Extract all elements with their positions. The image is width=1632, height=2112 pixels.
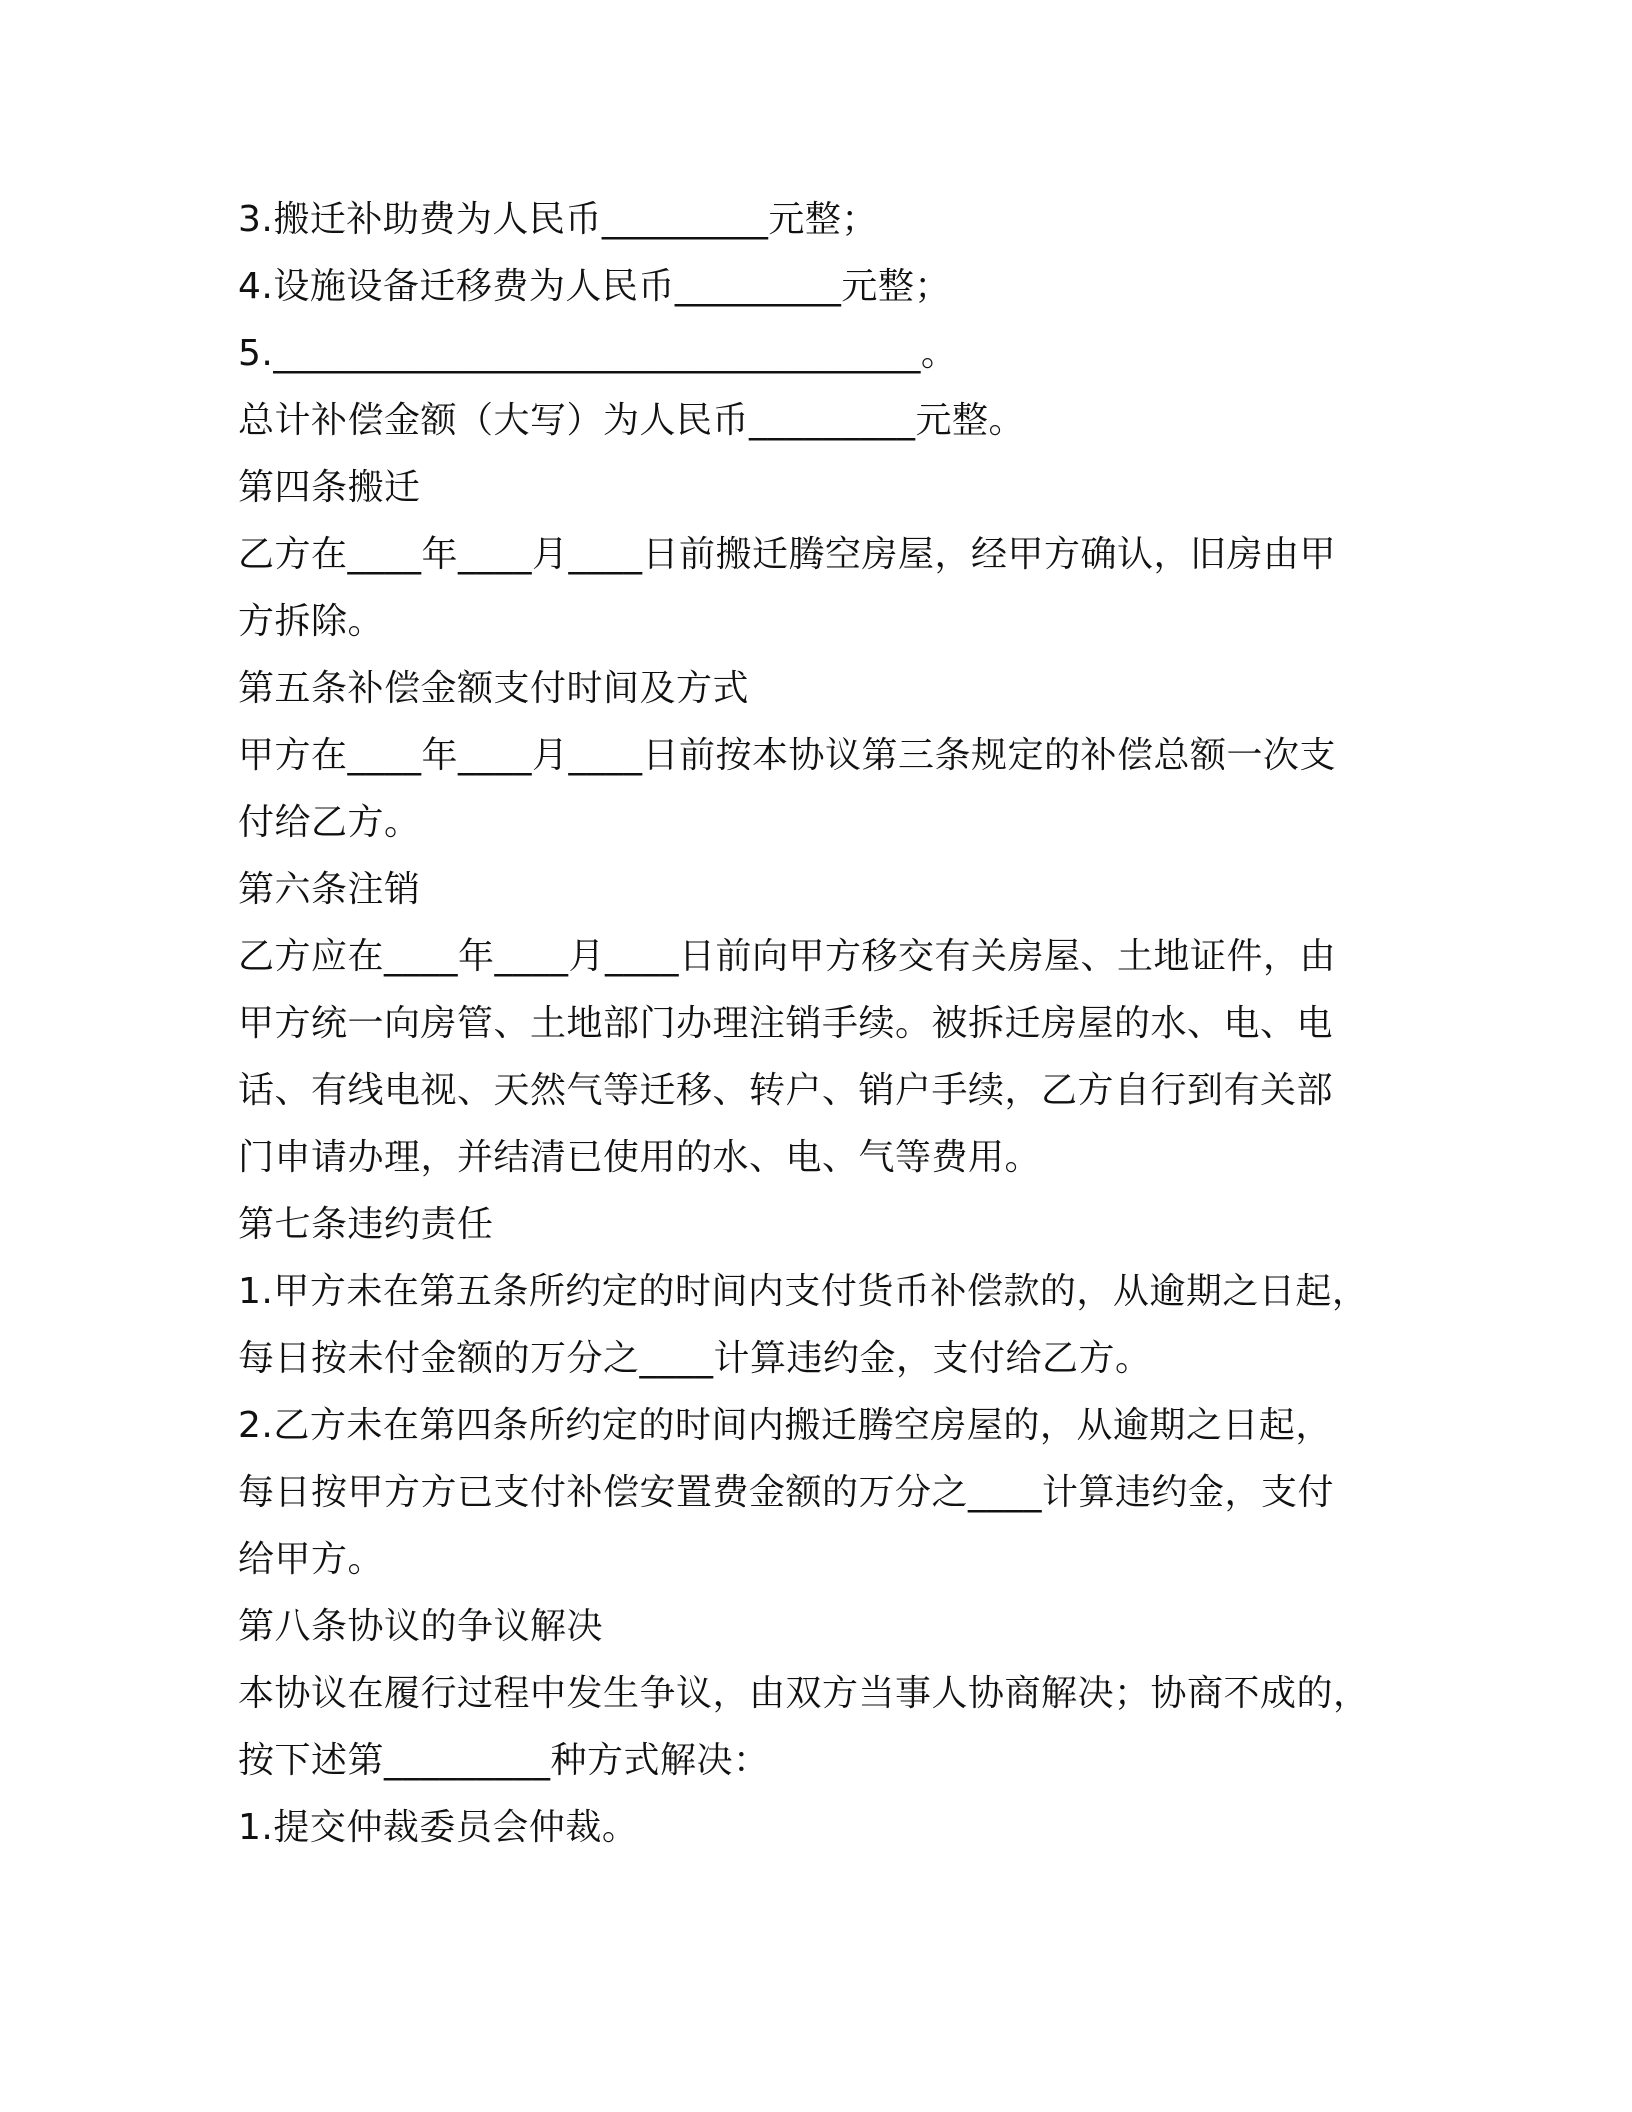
article-6-heading: 第六条注销 — [238, 869, 421, 910]
article-8-text-1: 本协议在履行过程中发生争议，由双方当事人协商解决；协商不成的， — [238, 1673, 1370, 1714]
document-body — [238, 186, 1408, 1861]
article-6-text-4: 门申请办理，并结清已使用的水、电、气等费用。 — [238, 1137, 1042, 1178]
article-7-item-2-line-2: 每日按甲方方已支付补偿安置费金额的万分之____计算违约金，支付 — [238, 1472, 1335, 1513]
article-7-item-2-line-1: 2.乙方未在第四条所约定的时间内搬迁腾空房屋的，从逾期之日起， — [238, 1405, 1332, 1446]
article-6-text-3: 话、有线电视、天然气等迁移、转户、销户手续，乙方自行到有关部 — [238, 1070, 1334, 1111]
article-7-item-2-line-3: 给甲方。 — [238, 1539, 385, 1580]
article-6-text-1: 乙方应在____年____月____日前向甲方移交有关房屋、土地证件，由 — [238, 936, 1337, 977]
clause-4-equipment-relocation-fee: 4.设施设备迁移费为人民币_________元整； — [238, 266, 951, 307]
clause-3-relocation-subsidy: 3.搬迁补助费为人民币_________元整； — [238, 199, 878, 240]
article-6-text-2: 甲方统一向房管、土地部门办理注销手续。被拆迁房屋的水、电、电 — [238, 1003, 1334, 1044]
article-8-heading: 第八条协议的争议解决 — [238, 1606, 604, 1647]
article-5-text-1: 甲方在____年____月____日前按本协议第三条规定的补偿总额一次支 — [238, 735, 1337, 776]
article-7-item-1-line-2: 每日按未付金额的万分之____计算违约金，支付给乙方。 — [238, 1338, 1152, 1379]
article-4-heading: 第四条搬迁 — [238, 467, 421, 508]
article-8-text-2: 按下述第_________种方式解决： — [238, 1740, 770, 1781]
article-4-text-2: 方拆除。 — [238, 601, 385, 642]
clause-5-blank: 5.___________________________________。 — [238, 333, 958, 374]
article-8-item-1: 1.提交仲裁委员会仲裁。 — [238, 1807, 639, 1848]
total-compensation: 总计补偿金额（大写）为人民币_________元整。 — [238, 400, 1026, 441]
article-4-text-1: 乙方在____年____月____日前搬迁腾空房屋，经甲方确认，旧房由甲 — [238, 534, 1337, 575]
article-5-heading: 第五条补偿金额支付时间及方式 — [238, 668, 750, 709]
article-7-item-1-line-1: 1.甲方未在第五条所约定的时间内支付货币补偿款的，从逾期之日起， — [238, 1271, 1369, 1312]
article-5-text-2: 付给乙方。 — [238, 802, 421, 843]
article-7-heading: 第七条违约责任 — [238, 1204, 494, 1245]
